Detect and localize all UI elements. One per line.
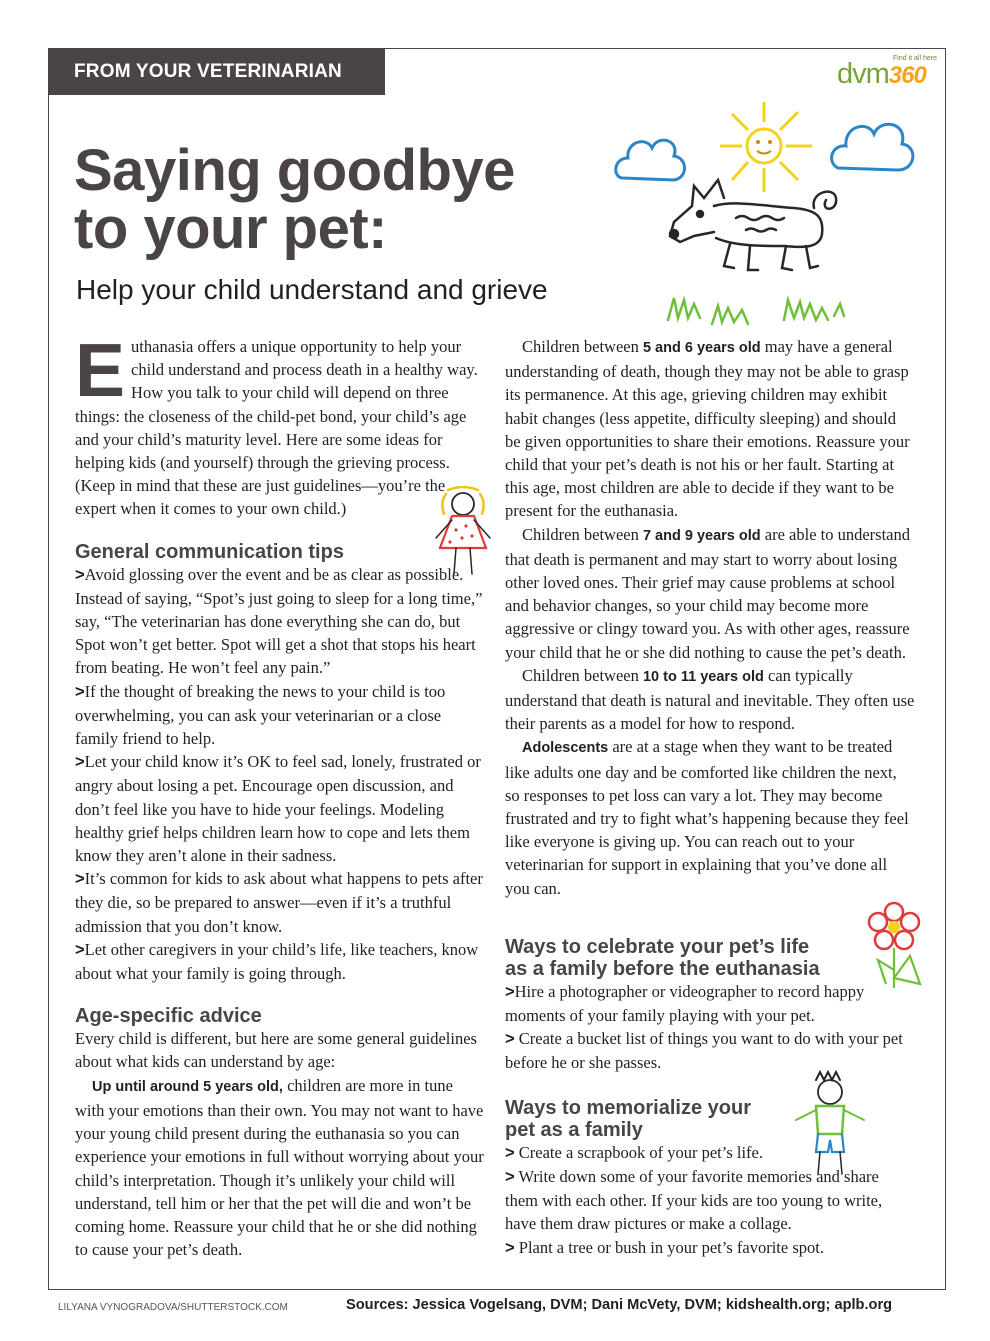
heading-age-specific: Age-specific advice — [75, 1005, 262, 1028]
tip-item: >It’s common for kids to ask about what happens to pets after they die, so be prepared to answer—even if it’s a truthful admission that you don’t know. — [75, 869, 483, 936]
page-subtitle: Help your child understand and grieve — [76, 274, 548, 305]
age-7-9: Children between 7 and 9 years old are able to understand that death is permanent and may start to worry about losing other loved ones. Their grief may cause problems at school and behavior changes, so your child may become more aggressive or clingy toward you. As with other ages, reassure your child that he or she did nothing to cause the pet’s death. — [505, 524, 910, 662]
age-adolescents: Adolescents are at a stage when they want to be treated like adults one day and be comforted like children the next, so responses to pet loss can vary a lot. They may become frustrated and try to fight what’s happening because they feel like everyone is giving up. You can reach out to your veterinarian for support in explaining that you’ve done all you can. — [505, 737, 909, 898]
heading-general-tips: General communication tips — [75, 540, 344, 563]
logo-text: dvm360 — [837, 58, 926, 90]
grass-drawing — [664, 290, 864, 330]
heading-celebrate: Ways to celebrate your pet’s life as a family before the euthanasia — [505, 935, 820, 980]
right-column — [505, 335, 915, 1260]
celebrate-item: > Create a bucket list of things you want to do with your pet before he or she passes. — [505, 1029, 903, 1073]
age-under-5: Up until around 5 years old, children are more in tune with your emotions than their own. You may not want to have your young child present during the euthanasia so you can experience your emotions in full without worrying about your child’s interpretation. Though it’s unlikely your child will understand, tell him or her that the pet will die and won’t be coming home. Reassure your child that he or she did nothing to cause your pet’s death. — [75, 1075, 484, 1260]
page-title: Saying goodbye to your pet: — [74, 138, 515, 261]
dvm360-logo[interactable] — [833, 52, 943, 100]
age-10-11: Children between 10 to 11 years old can typically understand that death is natural and inevitable. They often use their parents as a model for how to respond. — [505, 665, 915, 734]
celebrate-item: >Hire a photographer or videographer to record happy moments of your family playing with your pet. — [505, 981, 865, 1026]
left-column — [75, 328, 485, 1261]
tip-item: >Let other caregivers in your child’s life, like teachers, know about what your family is going through. — [75, 939, 479, 984]
photo-credit: LILYANA VYNOGRADOVA/SHUTTERSTOCK.COM — [58, 1302, 288, 1313]
dog-drawing — [664, 176, 844, 284]
logo-tagline: Find it all here — [893, 55, 937, 62]
cloud-right-drawing — [828, 112, 920, 178]
tip-item: >Avoid glossing over the event and be as clear as possible. Instead of saying, “Spot’s just going to sleep for a long time,” say, “The veterinarian has done everything she can do, but Spot won’t get better. Spot will get a shot that stops his heart from beating. He won’t feel any pain.” — [75, 564, 483, 678]
tip-item: >Let your child know it’s OK to feel sad, lonely, frustrated or angry about losing a pet. Encourage open discussion, and don’t feel like you have to hide your feelings. Modeling healthy grief helps children learn how to cope and lets them know they aren’t alone in their sadness. — [75, 752, 481, 866]
tip-item: >If the thought of breaking the news to your child is too overwhelming, you can ask your veterinarian or a close family friend to help. — [75, 681, 446, 749]
memorialize-item: > Plant a tree or bush in your pet’s favorite spot. — [505, 1237, 824, 1257]
memorialize-item: > Create a scrapbook of your pet’s life. — [505, 1142, 763, 1162]
memorialize-item: > Write down some of your favorite memories and share them with each other. If your kids are too young to write, have them draw pictures or make a collage. — [505, 1166, 883, 1234]
age-5-6: Children between 5 and 6 years old may have a general understanding of death, though they may not be able to grasp its permanence. At this age, grieving children may exhibit habit changes (less appetite, difficulty sleeping) and should be given opportunities to share their emotions. Reassure your child that your pet’s death is not his or her fault. Starting at this age, most children are able to decide if they want to be present for the euthanasia. — [505, 337, 910, 521]
section-banner: FROM YOUR VETERINARIAN — [48, 48, 385, 95]
intro-paragraph: Euthanasia offers a unique opportunity to help your child understand and process death in a healthy way. How you talk to your child will depend on three things: the closeness of the child-pet bond, your child’s age and your child’s maturity level. Here are some ideas for helping kids (and yourself) through the grieving process. (Keep in mind that these are just guidelines—you’re the expert when it comes to your own child.) — [75, 328, 478, 519]
heading-memorialize: Ways to memorialize your pet as a family — [505, 1096, 751, 1141]
drop-cap: E — [75, 328, 126, 412]
age-intro: Every child is different, but here are some general guidelines about what kids can understand by age: — [75, 1029, 477, 1072]
sources-line: Sources: Jessica Vogelsang, DVM; Dani McVety, DVM; kidshealth.org; aplb.org — [346, 1297, 893, 1313]
